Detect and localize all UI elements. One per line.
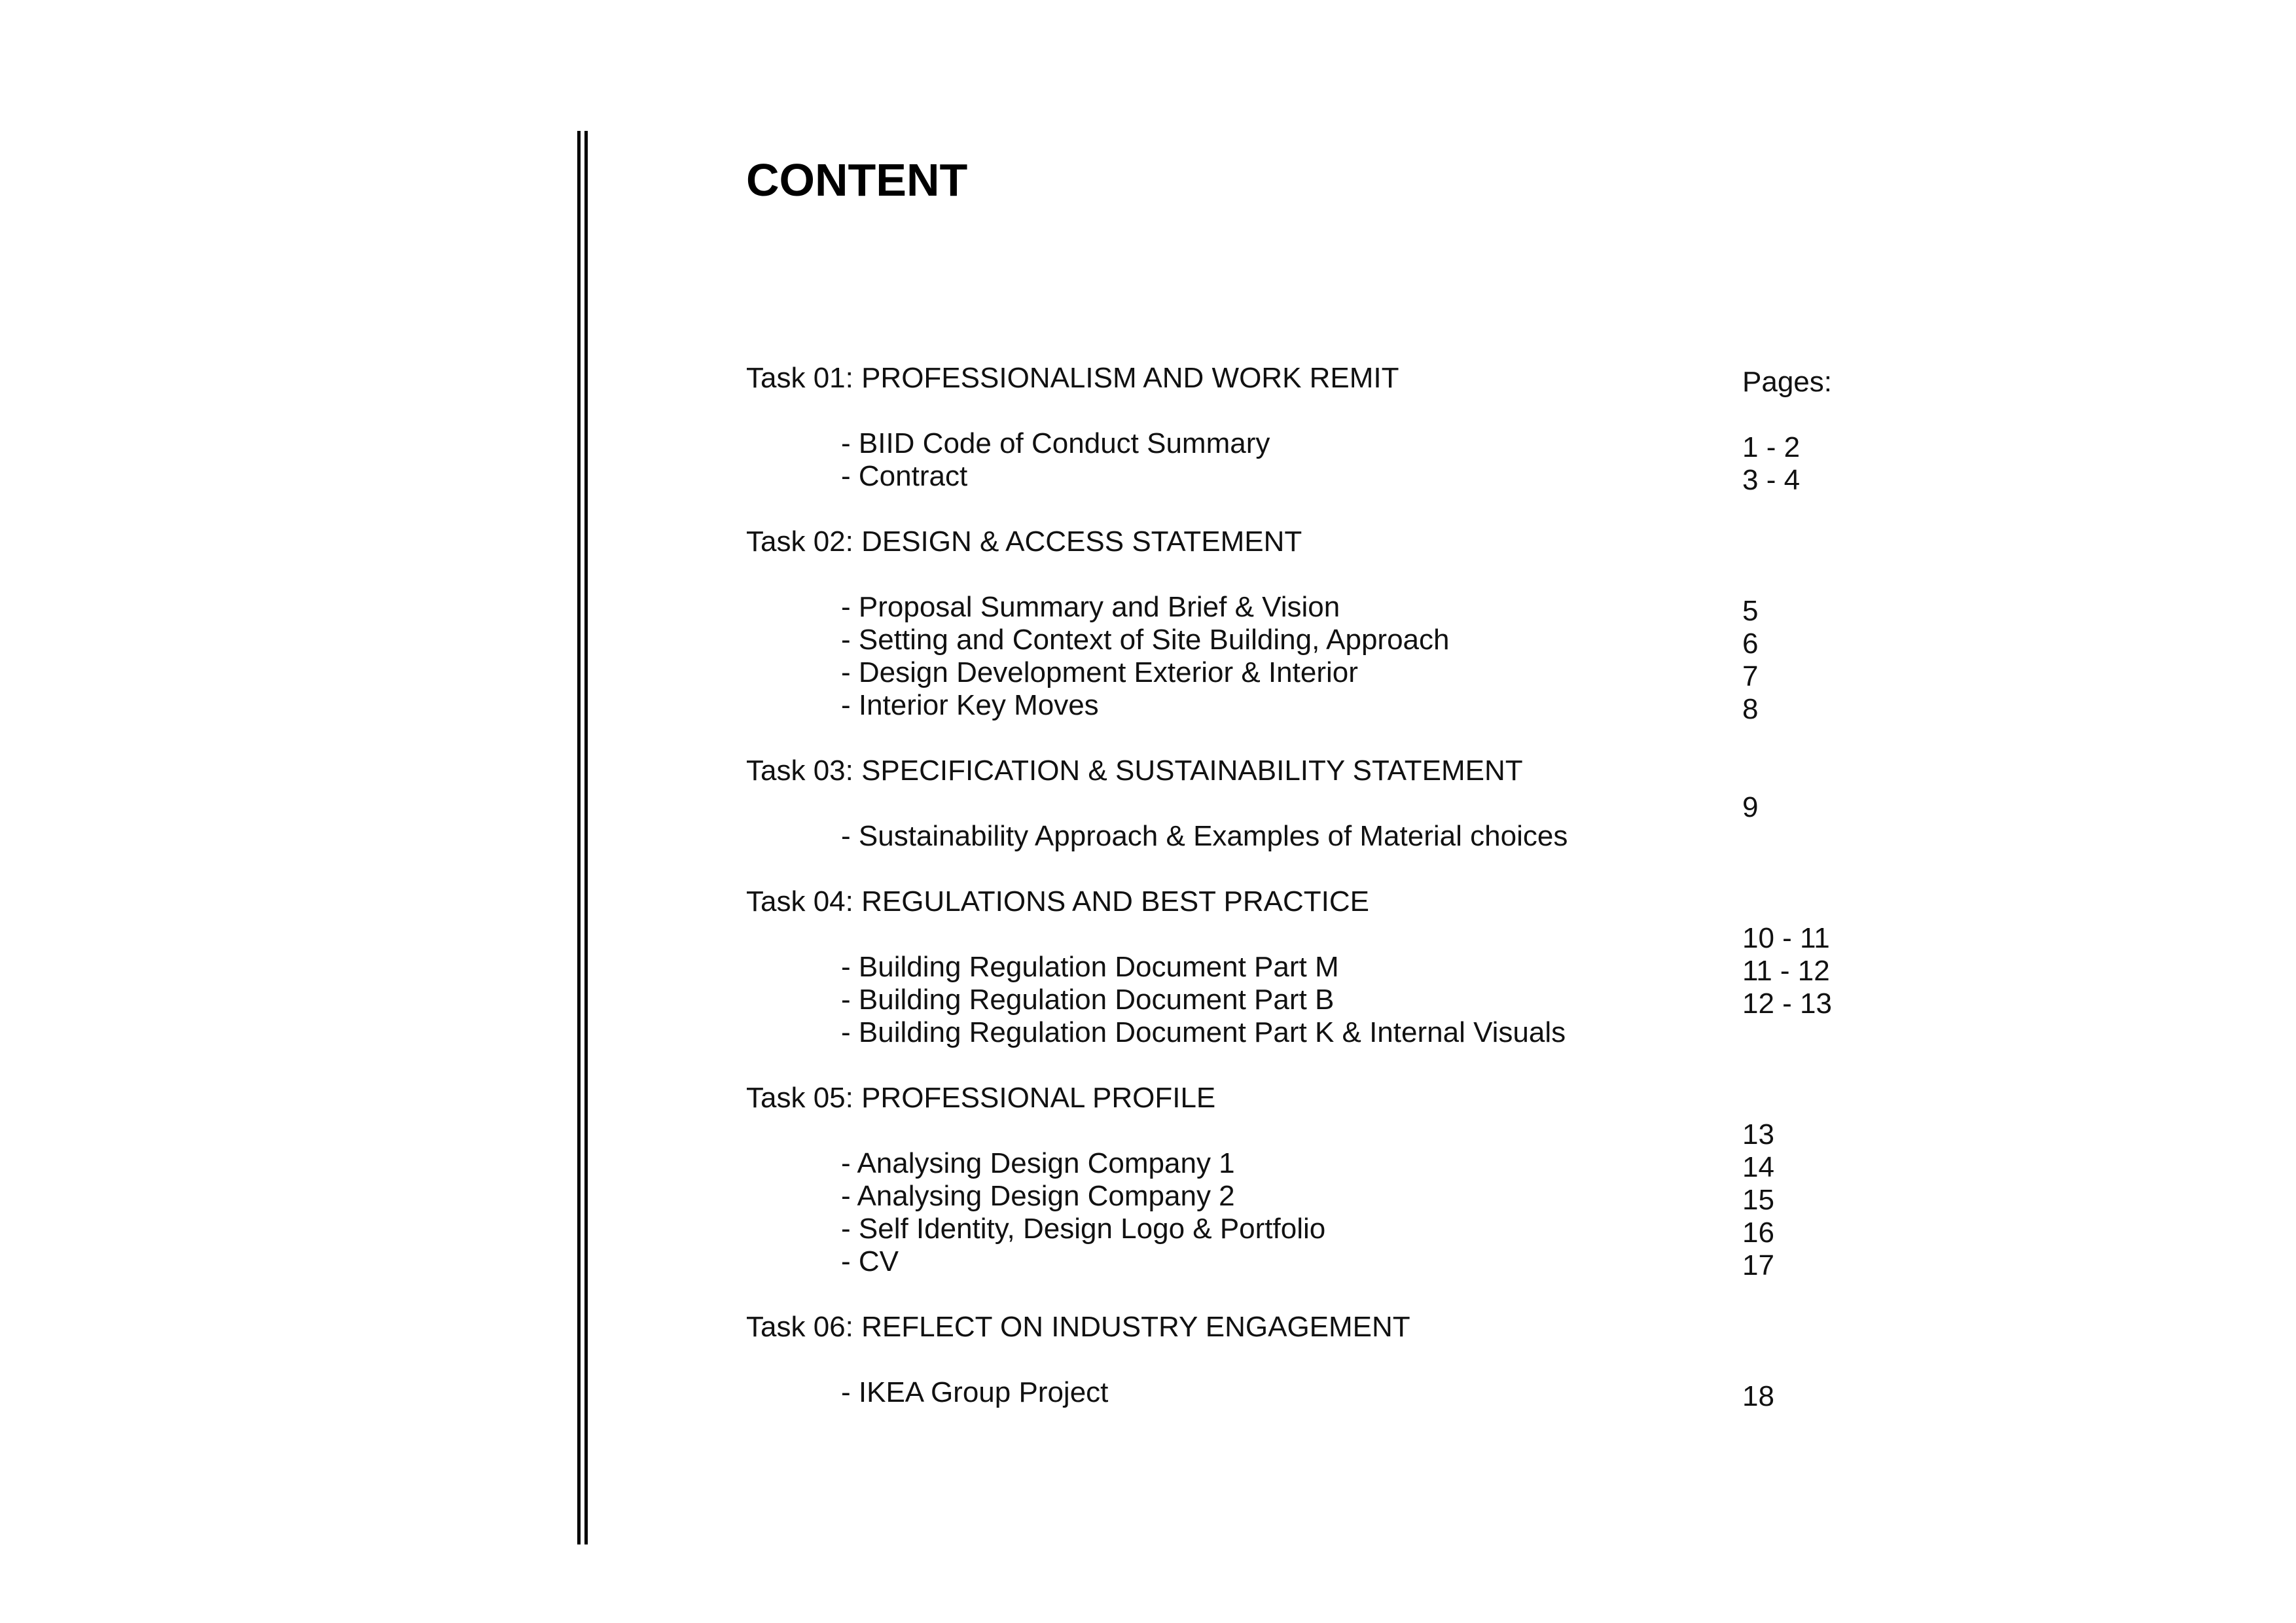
page-number: 14 bbox=[1742, 1151, 1774, 1183]
page-number: 8 bbox=[1742, 693, 1759, 725]
task-item: - Self Identity, Design Logo & Portfolio bbox=[841, 1213, 1326, 1245]
task-heading: Task 05: PROFESSIONAL PROFILE bbox=[746, 1082, 1216, 1114]
page-number: 1 - 2 bbox=[1742, 431, 1801, 463]
task-heading: Task 01: PROFESSIONALISM AND WORK REMIT bbox=[746, 362, 1399, 394]
page-number: 13 bbox=[1742, 1118, 1774, 1150]
task-item: - Sustainability Approach & Examples of Material choices bbox=[841, 820, 1568, 852]
task-item: - Interior Key Moves bbox=[841, 689, 1099, 721]
task-heading: Task 02: DESIGN & ACCESS STATEMENT bbox=[746, 526, 1302, 558]
task-item: - Analysing Design Company 1 bbox=[841, 1147, 1235, 1179]
page-title: CONTENT bbox=[746, 154, 968, 205]
page-number: 10 - 11 bbox=[1742, 922, 1830, 954]
page-number: 7 bbox=[1742, 660, 1759, 692]
pages-label: Pages: bbox=[1742, 366, 1832, 398]
page-number: 5 bbox=[1742, 595, 1759, 627]
task-item: - Proposal Summary and Brief & Vision bbox=[841, 591, 1340, 623]
vertical-rule bbox=[577, 131, 588, 1544]
page-number: 17 bbox=[1742, 1249, 1774, 1281]
task-heading: Task 04: REGULATIONS AND BEST PRACTICE bbox=[746, 885, 1369, 918]
task-heading: Task 06: REFLECT ON INDUSTRY ENGAGEMENT bbox=[746, 1311, 1410, 1343]
task-item: - Analysing Design Company 2 bbox=[841, 1180, 1235, 1212]
task-item: - CV bbox=[841, 1245, 899, 1277]
task-item: - IKEA Group Project bbox=[841, 1376, 1109, 1408]
task-item: - Design Development Exterior & Interior bbox=[841, 656, 1358, 688]
task-heading: Task 03: SPECIFICATION & SUSTAINABILITY STATEMENT bbox=[746, 755, 1523, 787]
page-number: 6 bbox=[1742, 628, 1759, 660]
page-number: 9 bbox=[1742, 791, 1759, 823]
task-item: - Contract bbox=[841, 460, 968, 492]
task-item: - Setting and Context of Site Building, Approach bbox=[841, 624, 1450, 656]
page-number: 11 - 12 bbox=[1742, 955, 1830, 987]
task-item: - Building Regulation Document Part B bbox=[841, 984, 1335, 1016]
task-item: - BIID Code of Conduct Summary bbox=[841, 427, 1270, 459]
page-number: 18 bbox=[1742, 1380, 1774, 1412]
page-number: 12 - 13 bbox=[1742, 988, 1832, 1020]
page-number: 3 - 4 bbox=[1742, 464, 1801, 496]
page-number: 15 bbox=[1742, 1184, 1774, 1216]
task-item: - Building Regulation Document Part M bbox=[841, 951, 1339, 983]
page-number: 16 bbox=[1742, 1217, 1774, 1249]
task-item: - Building Regulation Document Part K & Internal Visuals bbox=[841, 1016, 1566, 1048]
